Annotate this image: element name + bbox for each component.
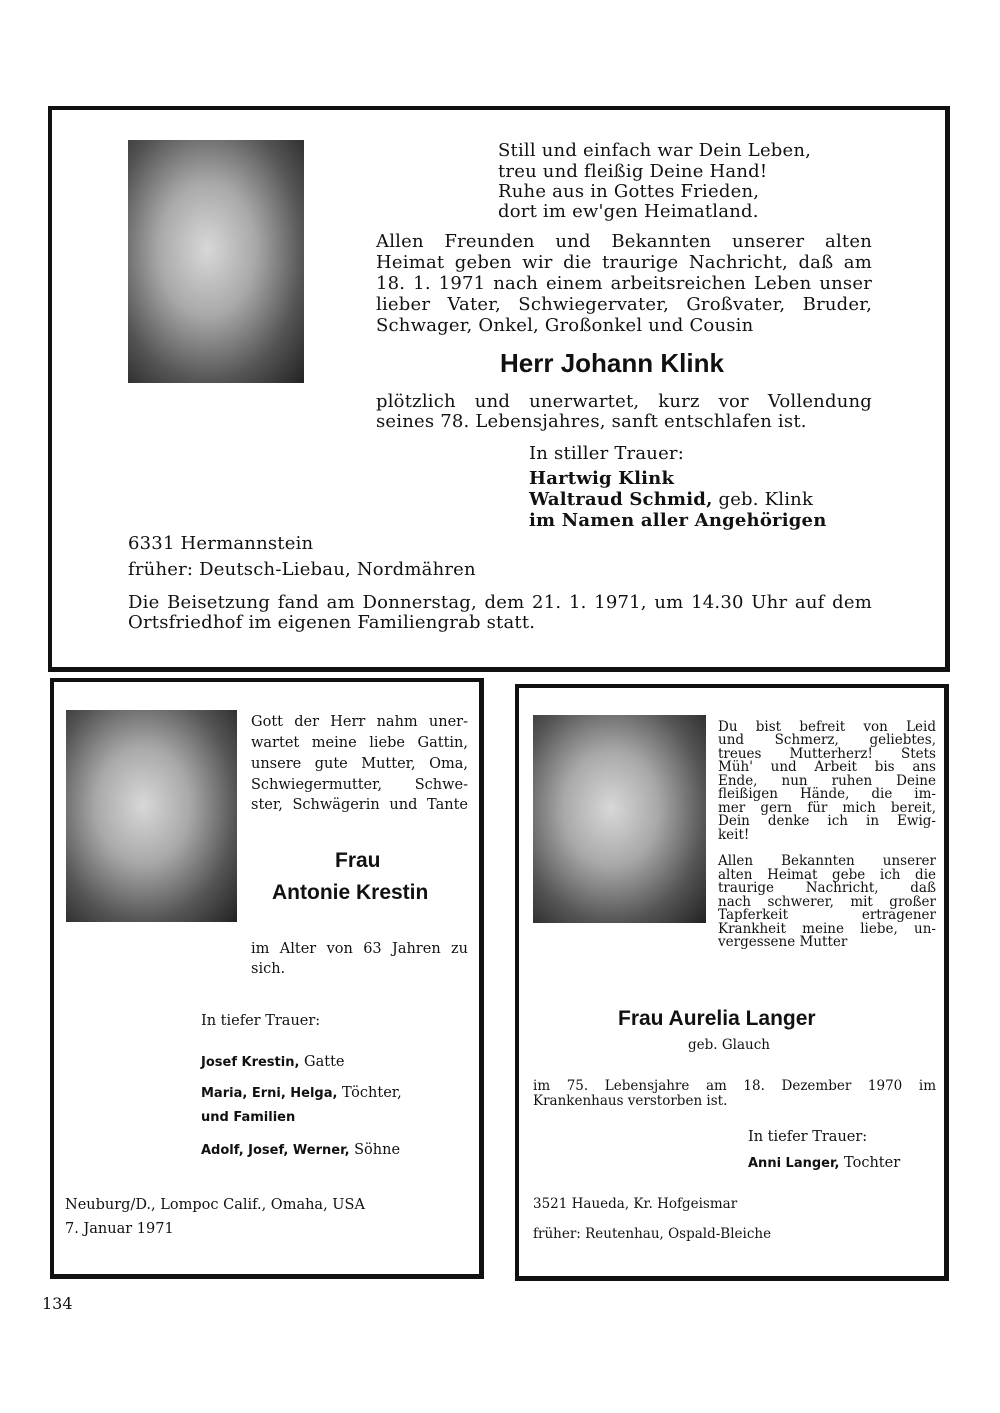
mourner: Adolf, Josef, Werner, Söhne	[201, 1142, 401, 1158]
intro-line: wartet meine liebe Gattin,	[251, 735, 468, 751]
deceased-name: Herr Johann Klink	[500, 348, 724, 378]
intro-line: vergessene Mutter	[718, 934, 848, 950]
intro-line: Allen Freunden und Bekannten unserer alten	[376, 231, 872, 252]
date-line: 7. Januar 1971	[65, 1221, 174, 1237]
address-line: 3521 Haueda, Kr. Hofgeismar	[533, 1196, 738, 1212]
after-line: Krankenhaus verstorben ist.	[533, 1093, 728, 1109]
after-line: plötzlich und unerwartet, kurz vor Vollendung	[376, 391, 872, 412]
mourning-label: In tiefer Trauer:	[201, 1013, 321, 1029]
address-line: früher: Deutsch-Liebau, Nordmähren	[128, 559, 476, 580]
poem-line: mer gern für mich bereit,	[718, 800, 936, 816]
poem-line: treu und fleißig Deine Hand!	[498, 161, 768, 182]
mourner: Anni Langer, Tochter	[748, 1155, 901, 1171]
deceased-name: Antonie Krestin	[272, 881, 429, 904]
address-line: 6331 Hermannstein	[128, 533, 314, 554]
mourning-label: In stiller Trauer:	[529, 443, 685, 464]
funeral-line: Ortsfriedhof im eigenen Familiengrab statt.	[128, 612, 536, 633]
mourner: Maria, Erni, Helga, Töchter,	[201, 1085, 402, 1101]
after-line: im 75. Lebensjahre am 18. Dezember 1970 im	[533, 1078, 936, 1094]
poem-line: Müh' und Arbeit bis ans	[718, 759, 936, 775]
deceased-title: Frau	[335, 849, 381, 872]
portrait-photo-antonie-krestin	[66, 710, 237, 922]
poem-line: fleißigen Hände, die im-	[718, 786, 936, 802]
poem-line: Still und einfach war Dein Leben,	[498, 140, 812, 161]
intro-line: alten Heimat gebe ich die	[718, 867, 936, 883]
mourner: im Namen aller Angehörigen	[529, 510, 827, 531]
intro-line: Heimat geben wir die traurige Nachricht, daß am	[376, 252, 872, 273]
intro-line: unsere gute Mutter, Oma,	[251, 756, 468, 772]
portrait-photo-aurelia-langer	[533, 715, 706, 923]
poem-line: Du bist befreit von Leid	[718, 719, 936, 735]
portrait-photo-johann-klink	[128, 140, 304, 383]
mourning-label: In tiefer Trauer:	[748, 1129, 868, 1145]
poem-line: dort im ew'gen Heimatland.	[498, 201, 759, 222]
intro-line: traurige Nachricht, daß	[718, 880, 936, 896]
page-number: 134	[42, 1294, 73, 1313]
mourner: und Familien	[201, 1110, 296, 1125]
poem-line: Dein denke ich in Ewig-	[718, 813, 936, 829]
intro-line: Schwiegermutter, Schwe-	[251, 777, 468, 793]
funeral-line: Die Beisetzung fand am Donnerstag, dem 21. 1. 1971, um 14.30 Uhr auf dem	[128, 592, 872, 613]
intro-line: 18. 1. 1971 nach einem arbeitsreichen Leben unser	[376, 273, 872, 294]
address-line: früher: Reutenhau, Ospald-Bleiche	[533, 1226, 772, 1242]
intro-line: Krankheit meine liebe, un-	[718, 921, 936, 937]
intro-line: ster, Schwägerin und Tante	[251, 797, 468, 813]
intro-line: Gott der Herr nahm uner-	[251, 714, 468, 730]
mourner: Waltraud Schmid, geb. Klink	[529, 489, 814, 510]
mourner: Hartwig Klink	[529, 468, 675, 489]
intro-line: Tapferkeit ertragener	[718, 907, 936, 923]
deceased-name: Frau Aurelia Langer	[618, 1007, 816, 1030]
poem-line: Ende, nun ruhen Deine	[718, 773, 936, 789]
poem-line: treues Mutterherz! Stets	[718, 746, 936, 762]
after-line: im Alter von 63 Jahren zu	[251, 941, 468, 957]
poem-line: keit!	[718, 827, 750, 843]
place-line: Neuburg/D., Lompoc Calif., Omaha, USA	[65, 1197, 365, 1213]
after-line: sich.	[251, 961, 286, 977]
intro-line: Schwager, Onkel, Großonkel und Cousin	[376, 315, 754, 336]
intro-line: lieber Vater, Schwiegervater, Großvater, Bruder,	[376, 294, 872, 315]
mourner: Josef Krestin, Gatte	[201, 1054, 345, 1070]
after-line: seines 78. Lebensjahres, sanft entschlafen ist.	[376, 411, 807, 432]
poem-line: Ruhe aus in Gottes Frieden,	[498, 181, 760, 202]
birth-name: geb. Glauch	[688, 1037, 770, 1053]
poem-line: und Schmerz, geliebtes,	[718, 732, 936, 748]
intro-line: Allen Bekannten unserer	[718, 853, 936, 869]
intro-line: nach schwerer, mit großer	[718, 894, 936, 910]
